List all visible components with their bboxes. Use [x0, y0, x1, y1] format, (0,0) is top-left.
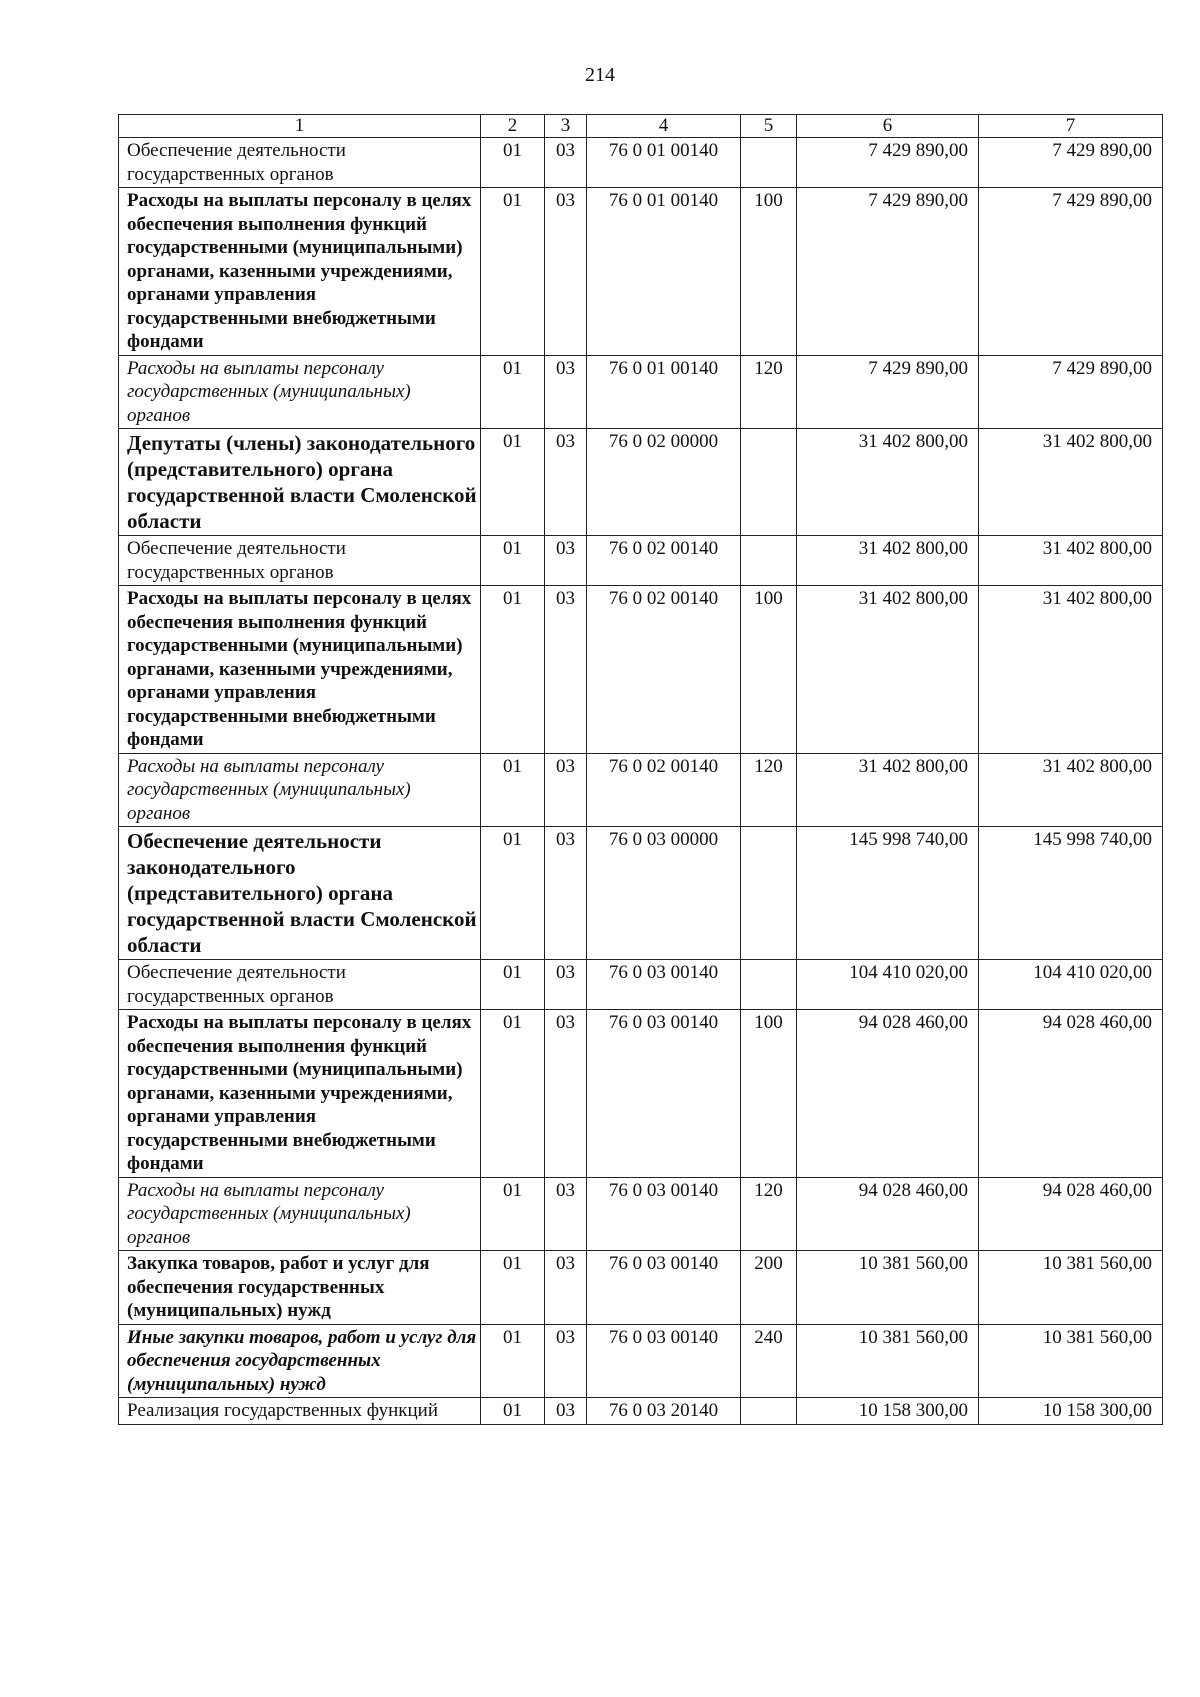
row-expense-type [741, 1398, 797, 1425]
row-name: Реализация государственных функций [119, 1398, 481, 1425]
row-amount-year-1: 31 402 800,00 [797, 536, 979, 586]
row-target-article: 76 0 02 00140 [587, 586, 741, 754]
row-name: Расходы на выплаты персоналу в целях обеспечения выполнения функций государственными (муниципальными) органами, казенными учреждениями, органами управления государственными внебюджетными фондами [119, 1010, 481, 1178]
row-section: 01 [481, 1251, 545, 1325]
row-section: 01 [481, 429, 545, 536]
row-target-article: 76 0 02 00140 [587, 753, 741, 827]
row-amount-year-2: 7 429 890,00 [979, 355, 1163, 429]
row-section: 01 [481, 138, 545, 188]
row-amount-year-1: 7 429 890,00 [797, 355, 979, 429]
row-target-article: 76 0 03 00000 [587, 827, 741, 960]
row-amount-year-1: 94 028 460,00 [797, 1177, 979, 1251]
row-target-article: 76 0 03 00140 [587, 960, 741, 1010]
row-name: Расходы на выплаты персоналу государственных (муниципальных) органов [119, 1177, 481, 1251]
row-target-article: 76 0 03 20140 [587, 1398, 741, 1425]
row-target-article: 76 0 03 00140 [587, 1251, 741, 1325]
row-amount-year-2: 31 402 800,00 [979, 429, 1163, 536]
row-amount-year-2: 94 028 460,00 [979, 1010, 1163, 1178]
row-expense-type: 120 [741, 355, 797, 429]
row-name: Обеспечение деятельности законодательного (представительного) органа государственной власти Смоленской области [119, 827, 481, 960]
row-expense-type [741, 138, 797, 188]
row-section: 01 [481, 753, 545, 827]
row-section: 01 [481, 1177, 545, 1251]
row-section: 01 [481, 1010, 545, 1178]
row-expense-type: 100 [741, 188, 797, 356]
column-header: 6 [797, 115, 979, 138]
row-expense-type [741, 429, 797, 536]
row-expense-type: 200 [741, 1251, 797, 1325]
row-amount-year-2: 31 402 800,00 [979, 586, 1163, 754]
row-amount-year-2: 94 028 460,00 [979, 1177, 1163, 1251]
row-name: Расходы на выплаты персоналу государственных (муниципальных) органов [119, 753, 481, 827]
row-name: Обеспечение деятельности государственных органов [119, 138, 481, 188]
row-section: 01 [481, 188, 545, 356]
table-row [119, 1010, 1163, 1178]
row-name: Обеспечение деятельности государственных органов [119, 536, 481, 586]
row-amount-year-1: 10 381 560,00 [797, 1251, 979, 1325]
row-expense-type: 120 [741, 753, 797, 827]
row-subsection: 03 [545, 355, 587, 429]
row-amount-year-1: 94 028 460,00 [797, 1010, 979, 1178]
row-expense-type: 240 [741, 1324, 797, 1398]
row-subsection: 03 [545, 960, 587, 1010]
table-row [119, 827, 1163, 960]
row-section: 01 [481, 1324, 545, 1398]
row-name: Депутаты (члены) законодательного (представительного) органа государственной власти Смоленской области [119, 429, 481, 536]
row-target-article: 76 0 02 00140 [587, 536, 741, 586]
row-target-article: 76 0 03 00140 [587, 1324, 741, 1398]
column-header: 7 [979, 115, 1163, 138]
row-subsection: 03 [545, 1010, 587, 1178]
row-amount-year-1: 145 998 740,00 [797, 827, 979, 960]
row-subsection: 03 [545, 1398, 587, 1425]
row-target-article: 76 0 02 00000 [587, 429, 741, 536]
row-amount-year-2: 7 429 890,00 [979, 188, 1163, 356]
row-subsection: 03 [545, 1251, 587, 1325]
row-section: 01 [481, 536, 545, 586]
table-row [119, 188, 1163, 356]
row-target-article: 76 0 01 00140 [587, 188, 741, 356]
row-section: 01 [481, 355, 545, 429]
row-amount-year-1: 31 402 800,00 [797, 586, 979, 754]
row-subsection: 03 [545, 1324, 587, 1398]
table-row [119, 586, 1163, 754]
row-expense-type: 100 [741, 1010, 797, 1178]
budget-table [118, 114, 1163, 1425]
row-amount-year-2: 145 998 740,00 [979, 827, 1163, 960]
column-header: 5 [741, 115, 797, 138]
row-amount-year-2: 31 402 800,00 [979, 753, 1163, 827]
table-row [119, 753, 1163, 827]
row-section: 01 [481, 586, 545, 754]
row-target-article: 76 0 03 00140 [587, 1177, 741, 1251]
row-name: Расходы на выплаты персоналу в целях обеспечения выполнения функций государственными (муниципальными) органами, казенными учреждениями, органами управления государственными внебюджетными фондами [119, 188, 481, 356]
row-subsection: 03 [545, 429, 587, 536]
table-row [119, 1398, 1163, 1425]
row-name: Иные закупки товаров, работ и услуг для обеспечения государственных (муниципальных) нужд [119, 1324, 481, 1398]
row-amount-year-1: 7 429 890,00 [797, 138, 979, 188]
column-header: 4 [587, 115, 741, 138]
row-amount-year-2: 10 381 560,00 [979, 1324, 1163, 1398]
row-subsection: 03 [545, 827, 587, 960]
row-amount-year-2: 10 381 560,00 [979, 1251, 1163, 1325]
table-row [119, 355, 1163, 429]
row-target-article: 76 0 01 00140 [587, 355, 741, 429]
row-section: 01 [481, 960, 545, 1010]
row-amount-year-1: 10 381 560,00 [797, 1324, 979, 1398]
row-amount-year-1: 7 429 890,00 [797, 188, 979, 356]
row-subsection: 03 [545, 753, 587, 827]
row-section: 01 [481, 827, 545, 960]
row-amount-year-2: 31 402 800,00 [979, 536, 1163, 586]
row-expense-type [741, 827, 797, 960]
table-header-row [119, 115, 1163, 138]
row-amount-year-2: 7 429 890,00 [979, 138, 1163, 188]
row-subsection: 03 [545, 1177, 587, 1251]
row-amount-year-2: 104 410 020,00 [979, 960, 1163, 1010]
row-subsection: 03 [545, 138, 587, 188]
row-subsection: 03 [545, 188, 587, 356]
row-expense-type [741, 960, 797, 1010]
row-section: 01 [481, 1398, 545, 1425]
column-header: 3 [545, 115, 587, 138]
row-name: Расходы на выплаты персоналу государственных (муниципальных) органов [119, 355, 481, 429]
row-amount-year-2: 10 158 300,00 [979, 1398, 1163, 1425]
table-row [119, 536, 1163, 586]
row-name: Расходы на выплаты персоналу в целях обеспечения выполнения функций государственными (муниципальными) органами, казенными учреждениями, органами управления государственными внебюджетными фондами [119, 586, 481, 754]
row-expense-type [741, 536, 797, 586]
page-number: 214 [585, 64, 615, 86]
row-amount-year-1: 31 402 800,00 [797, 753, 979, 827]
row-subsection: 03 [545, 586, 587, 754]
row-expense-type: 120 [741, 1177, 797, 1251]
column-header: 1 [119, 115, 481, 138]
row-amount-year-1: 31 402 800,00 [797, 429, 979, 536]
column-header: 2 [481, 115, 545, 138]
row-target-article: 76 0 03 00140 [587, 1010, 741, 1178]
table-row [119, 960, 1163, 1010]
row-subsection: 03 [545, 536, 587, 586]
table-row [119, 429, 1163, 536]
row-amount-year-1: 104 410 020,00 [797, 960, 979, 1010]
row-name: Закупка товаров, работ и услуг для обеспечения государственных (муниципальных) нужд [119, 1251, 481, 1325]
row-expense-type: 100 [741, 586, 797, 754]
table-row [119, 138, 1163, 188]
row-amount-year-1: 10 158 300,00 [797, 1398, 979, 1425]
table-row [119, 1177, 1163, 1251]
row-target-article: 76 0 01 00140 [587, 138, 741, 188]
row-name: Обеспечение деятельности государственных органов [119, 960, 481, 1010]
table-row [119, 1251, 1163, 1325]
table-row [119, 1324, 1163, 1398]
